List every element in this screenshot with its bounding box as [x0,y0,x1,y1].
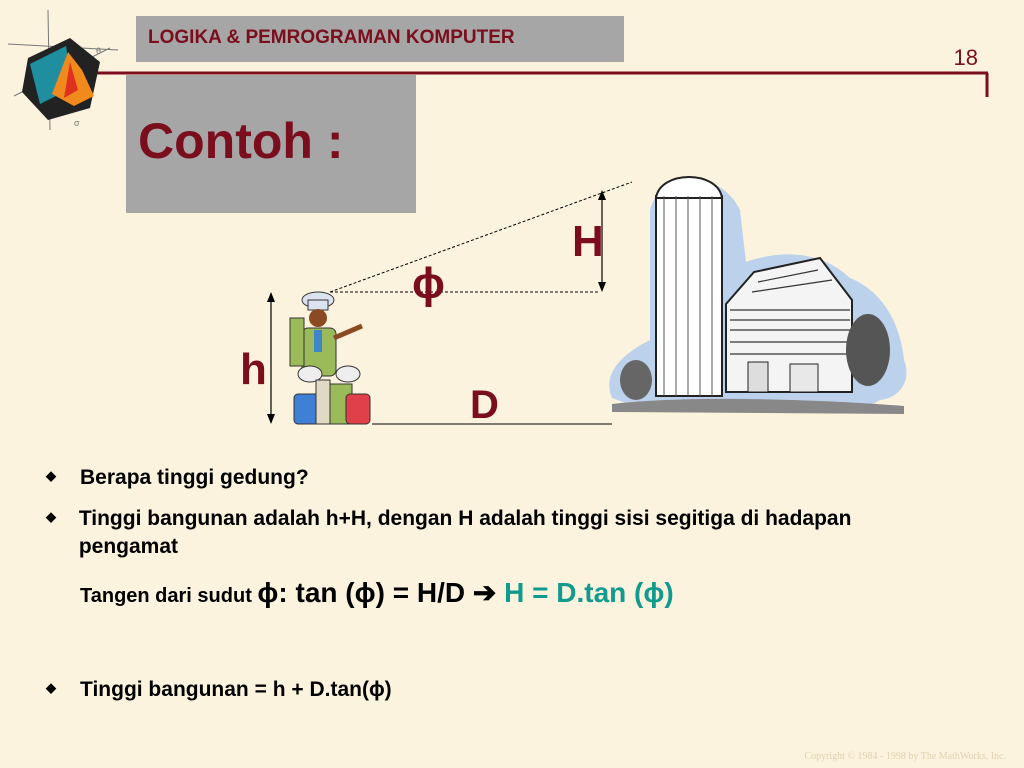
label-phi: ϕ [412,259,445,308]
bullet-text: Tinggi bangunan = h + D.tan(ϕ) [80,678,392,701]
bullet-item [46,464,309,492]
formula-prefix: Tangen dari sudut [80,585,258,607]
height-h-arrow [267,292,275,424]
bullet-diamond-icon: ◆ [46,468,56,483]
arrow-right-icon: ➔ [472,577,497,608]
bullet-item [46,505,926,561]
formula-equation: : tan (ϕ) = H/D [278,577,473,608]
bullet-text: Berapa tinggi gedung? [80,466,309,489]
barn-silo-clipart [609,177,906,414]
svg-text:σ: σ [74,118,80,128]
slide-title: Contoh : [138,113,344,169]
bullet-text: Tinggi bangunan adalah h+H, dengan H adalah tinggi sisi segitiga di hadapan pengamat [78,507,852,558]
label-D: D [470,383,499,427]
bullet-item [46,676,392,704]
bullet-diamond-icon: ◆ [46,509,56,524]
slide-number: 18 [953,45,978,70]
matlab-logo-icon [8,10,118,130]
formula-result: H = D.tan (ϕ) [496,577,674,608]
svg-text:θ: θ [96,46,102,56]
formula-phi: ϕ [257,577,279,608]
observer-people-clipart [290,292,370,424]
label-h: h [240,345,267,394]
label-H: H [572,217,604,266]
course-title: LOGIKA & PEMROGRAMAN KOMPUTER [148,27,515,48]
copyright-footer: Copyright © 1984 - 1998 by The MathWorks, Inc. [804,751,1006,762]
bullet-diamond-icon: ◆ [46,680,56,695]
tangent-formula [80,576,674,609]
